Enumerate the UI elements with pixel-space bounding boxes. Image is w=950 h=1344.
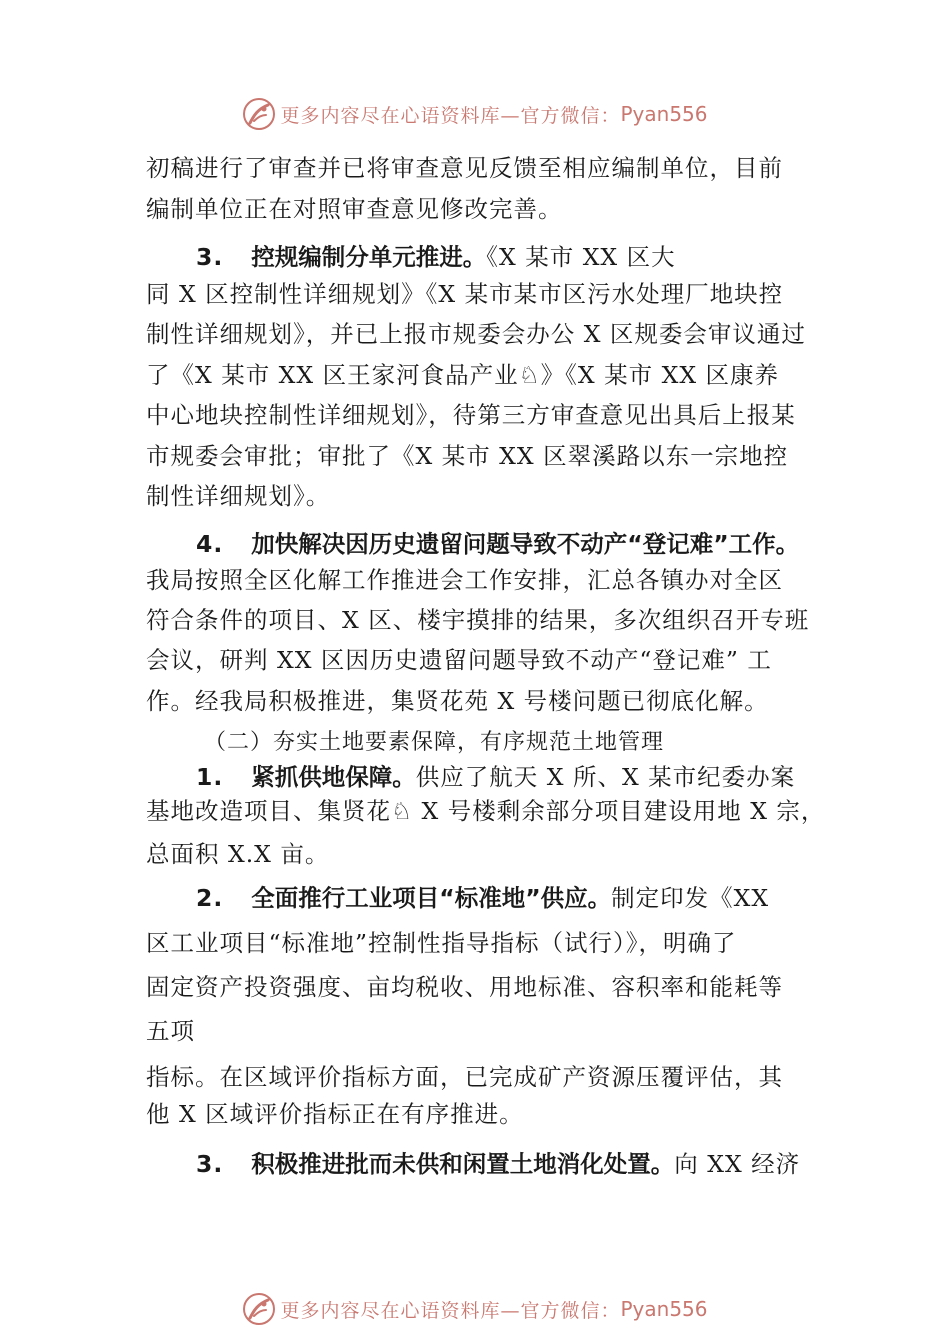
- text-line: 制定印发《XX: [611, 884, 770, 912]
- numbered-paragraph-heading: [196, 1149, 800, 1179]
- item-title: 全面推行工业项目“标准地”供应。: [251, 884, 612, 912]
- item-number: 2.: [196, 884, 224, 912]
- watermark-text: 更多内容尽在心语资料库—官方微信：: [280, 104, 621, 127]
- watermark-banner-top: [0, 94, 950, 134]
- watermark-banner-bottom: [0, 1289, 950, 1329]
- text-line: 符合条件的项目、X 区、楼宇摸排的结果，多次组织召开专班: [146, 606, 810, 634]
- text-line: 会议，研判 XX 区因历史遗留问题导致不动产“登记难” 工: [146, 646, 772, 674]
- text-line: 同 X 区控制性详细规划》《X 某市某市区污水处理厂地块控: [146, 280, 784, 308]
- text-line: 基地改造项目、集贤花♘ X 号楼剩余部分项目建设用地 X 宗，: [146, 797, 826, 825]
- text-line: 了《X 某市 XX 区王家河食品产业♘》《X 某市 XX 区康养: [146, 361, 780, 389]
- text-line: 向 XX 经济: [674, 1150, 801, 1178]
- section-subheading: （二）夯实土地要素保障，有序规范土地管理: [204, 730, 665, 755]
- text-line: 制性详细规划》，并已上报市规委会办公 X 区规委会审议通过: [146, 320, 806, 348]
- brand-logo-icon: [242, 97, 276, 131]
- text-line: 区工业项目“标准地”控制性指导指标（试行）》，明确了: [146, 929, 737, 957]
- numbered-paragraph-heading: [196, 762, 795, 792]
- watermark-text: 更多内容尽在心语资料库—官方微信：: [280, 1299, 621, 1322]
- text-line: 初稿进行了审查并已将审查意见反馈至相应编制单位，目前: [146, 154, 783, 182]
- text-line: 总面积 X.X 亩。: [146, 840, 330, 868]
- text-line: 他 X 区域评价指标正在有序推进。: [146, 1100, 524, 1128]
- item-number: 1.: [196, 763, 224, 791]
- item-title: 紧抓供地保障。: [251, 763, 416, 791]
- text-line: 中心地块控制性详细规划》，待第三方审查意见出具后上报某: [146, 401, 796, 429]
- text-line: 作。经我局积极推进，集贤花苑 X 号楼问题已彻底化解。: [146, 687, 769, 715]
- text-line: 我局按照全区化解工作推进会工作安排，汇总各镇办对全区: [146, 566, 783, 594]
- item-title: 积极推进批而未供和闲置土地消化处置。: [251, 1150, 675, 1178]
- text-line: 供应了航天 X 所、X 某市纪委办案: [415, 763, 796, 791]
- item-number: 3.: [196, 1150, 224, 1178]
- watermark-wechat-id: Pyan556: [620, 102, 708, 126]
- item-title: 控规编制分单元推进。: [251, 243, 487, 271]
- text-line: 制性详细规划》。: [146, 482, 331, 510]
- numbered-paragraph-heading: [196, 242, 676, 272]
- brand-logo-icon: [242, 1292, 276, 1326]
- numbered-paragraph-heading: [196, 883, 769, 913]
- text-line: 固定资产投资强度、亩均税收、用地标准、容积率和能耗等: [146, 973, 783, 1001]
- item-number: 4.: [196, 530, 224, 558]
- text-line: 指标。在区域评价指标方面，已完成矿产资源压覆评估，其: [146, 1063, 783, 1091]
- text-line: 编制单位正在对照审查意见修改完善。: [146, 195, 563, 223]
- watermark-wechat-id: Pyan556: [620, 1297, 708, 1321]
- numbered-paragraph-heading: [196, 529, 799, 559]
- text-line: 市规委会审批；审批了《X 某市 XX 区翠溪路以东一宗地控: [146, 442, 789, 470]
- text-line: 《X 某市 XX 区大: [486, 243, 676, 271]
- item-number: 3.: [196, 243, 224, 271]
- item-title: 加快解决因历史遗留问题导致不动产“登记难”工作。: [251, 530, 800, 558]
- text-line: 五项: [146, 1017, 195, 1045]
